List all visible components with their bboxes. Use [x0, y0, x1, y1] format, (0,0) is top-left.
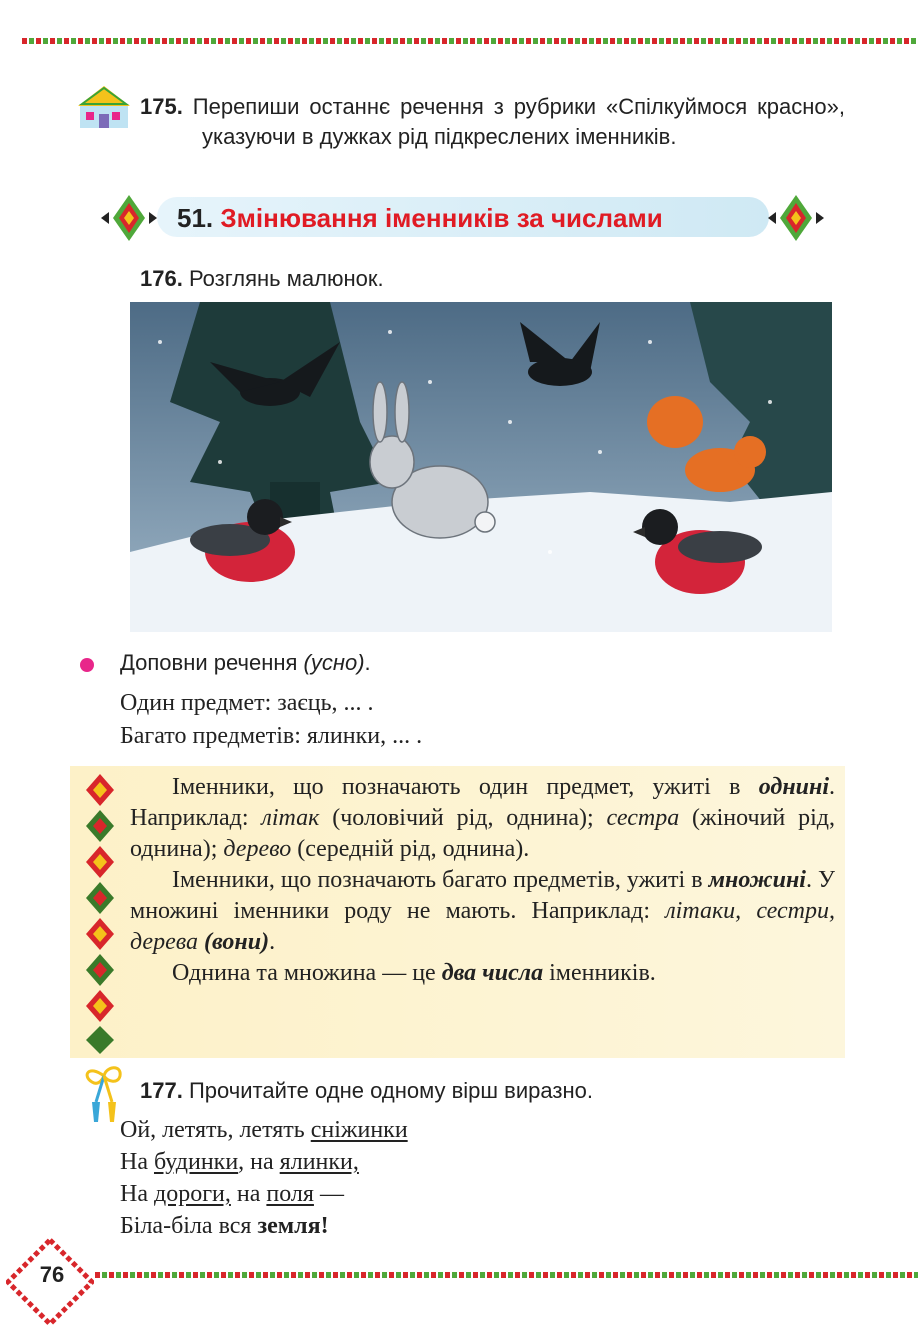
top-ornament-border — [22, 38, 918, 44]
house-icon — [72, 84, 136, 130]
rule-paragraph-1 — [130, 772, 835, 865]
sentence-line-2: Багато предметів: ялинки, ... . — [120, 723, 423, 749]
poem-text: На — [120, 1181, 154, 1207]
rule-text-span: (жіночий рід, однина); — [130, 805, 835, 862]
example-words: літаки, сестри, дерева — [130, 898, 835, 955]
exercise-177 — [140, 1076, 593, 1106]
section-header — [95, 193, 830, 243]
rule-paragraph-3 — [130, 958, 835, 989]
exercise-number: 176. — [140, 266, 183, 291]
rule-text-span: . У множині іменники роду не мають. Наприклад: — [130, 867, 835, 924]
page-number: 76 — [39, 1262, 65, 1287]
poem-text: на — [230, 1181, 267, 1207]
rule-paragraph-2 — [130, 865, 835, 958]
rule-text-span: (середній рід, однина). — [291, 836, 530, 862]
pronoun-vony: (вони) — [204, 929, 270, 955]
right-ornament-icon — [762, 193, 830, 243]
section-title — [177, 203, 663, 234]
term-singular: однині — [758, 774, 829, 800]
section-title-text: Змінювання іменників за числами — [220, 203, 663, 233]
rule-text-span: Іменники, що позначають багато предметів, ужиті в — [172, 867, 709, 893]
task-hint: (усно) — [303, 650, 365, 675]
task-prefix: Доповни речення — [120, 650, 304, 675]
rule-text-span: . Наприклад: — [130, 774, 835, 831]
exercise-number: 175. — [140, 94, 183, 119]
bottom-ornament-border — [95, 1272, 918, 1278]
poem-text: Біла-біла вся — [120, 1213, 258, 1239]
rule-text-span: . — [269, 929, 276, 955]
rule-text-span: (чоловічий рід, однина); — [319, 805, 607, 831]
poem-text: — — [313, 1181, 344, 1207]
exercise-176 — [140, 264, 384, 294]
poem-line-3 — [120, 1179, 408, 1211]
embroidery-ornament — [78, 770, 122, 1056]
rule-text-span: Однина та множина — це — [172, 960, 442, 986]
section-number: 51. — [177, 203, 214, 233]
poem — [120, 1115, 408, 1243]
task-suffix: . — [364, 650, 371, 675]
poem-line-1 — [120, 1115, 408, 1147]
task-text — [120, 648, 371, 678]
example-word: дерево — [223, 836, 292, 862]
rule-text — [130, 772, 835, 989]
term-two-numbers: два числа — [441, 960, 544, 986]
exercise-text: Розглянь малюнок. — [188, 266, 384, 291]
underlined-noun: дороги, — [153, 1181, 231, 1207]
exercise-number: 177. — [140, 1078, 183, 1103]
poem-text: Ой, летять, летять — [120, 1117, 311, 1143]
underlined-noun: ялинки, — [279, 1149, 359, 1175]
bullet-icon — [80, 658, 94, 672]
poem-text: На — [120, 1149, 154, 1175]
exercise-text: Перепиши останнє речення з рубрики «Спілкуймося красно», указуючи в дужках рід підкреслених іменників. — [192, 94, 845, 149]
poem-text: , на — [238, 1149, 280, 1175]
exercise-175 — [140, 92, 845, 152]
bold-word: земля! — [257, 1213, 329, 1239]
rule-text-span: іменників. — [543, 960, 656, 986]
exercise-text: Прочитайте одне одному вірш виразно. — [188, 1078, 593, 1103]
left-ornament-icon — [95, 193, 163, 243]
poem-line-4 — [120, 1211, 408, 1243]
term-plural: множині — [708, 867, 806, 893]
poem-line-2 — [120, 1147, 408, 1179]
underlined-noun: сніжинки — [310, 1117, 408, 1143]
underlined-noun: будинки — [153, 1149, 239, 1175]
rule-text-span: Іменники, що позначають один предмет, ужиті в — [172, 774, 759, 800]
winter-illustration — [130, 302, 832, 632]
sentence-line-1: Один предмет: заєць, ... . — [120, 690, 374, 716]
example-word: літак — [261, 805, 320, 831]
example-word: сестра — [606, 805, 680, 831]
underlined-noun: поля — [266, 1181, 314, 1207]
